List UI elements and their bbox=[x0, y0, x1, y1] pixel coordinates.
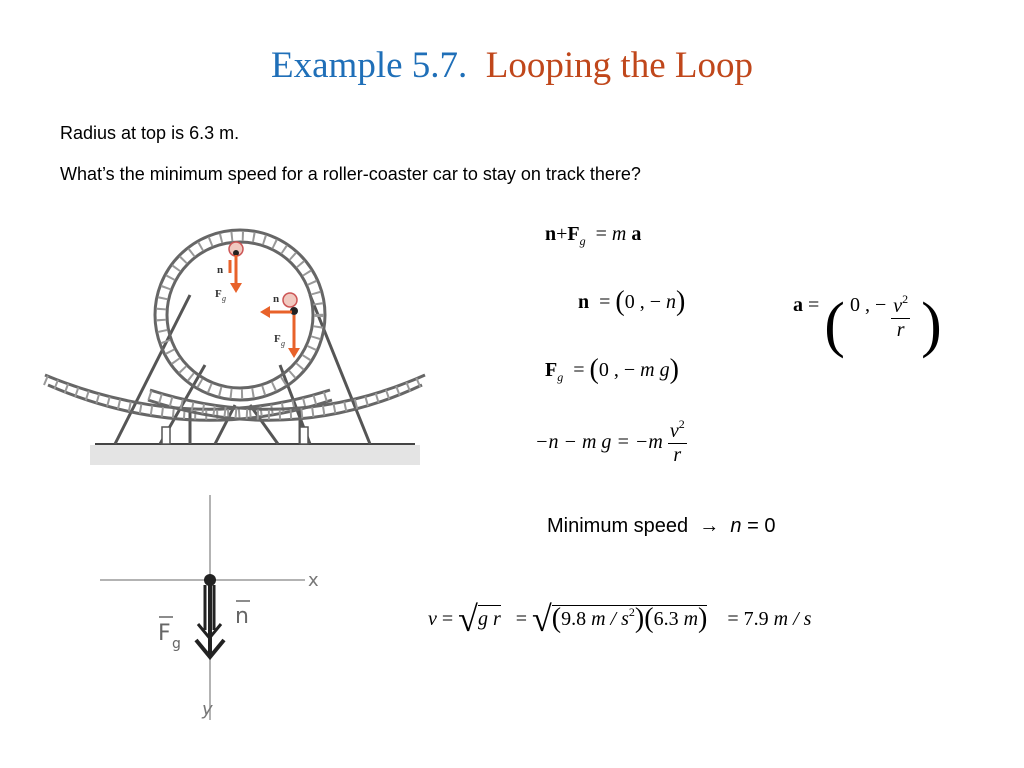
roller-coaster-diagram bbox=[40, 215, 440, 470]
eq4-lhs: −n − m g = −m bbox=[535, 431, 663, 454]
eq4-den: r bbox=[668, 443, 687, 467]
label-top-fg-sub: g bbox=[222, 294, 226, 303]
eq3-F: F bbox=[545, 359, 558, 381]
eqa-equals: = bbox=[808, 294, 820, 316]
eqa-minus: − bbox=[874, 294, 887, 316]
slide-title bbox=[0, 44, 1024, 88]
fbd-fg-label: F bbox=[158, 621, 171, 646]
equation-acceleration bbox=[793, 282, 942, 359]
ground bbox=[90, 445, 420, 465]
eq1-plus: + bbox=[556, 223, 568, 245]
eq2-lparen: ( bbox=[615, 286, 625, 317]
eqa-lparen: ( bbox=[824, 291, 845, 359]
eq5-v: v bbox=[428, 608, 437, 630]
eq3-zero: 0 bbox=[598, 359, 609, 381]
eq2-var: n bbox=[666, 291, 677, 313]
eqa-a: a bbox=[793, 294, 803, 316]
x-axis-label: x bbox=[308, 570, 319, 591]
car-side bbox=[283, 293, 297, 307]
eq2-equals: = bbox=[599, 291, 611, 313]
eq5-sqrt2: √ bbox=[532, 599, 552, 639]
eq5-equals2: = bbox=[515, 608, 528, 630]
eq3-minus: − bbox=[623, 359, 636, 381]
eq5-exp1: 2 bbox=[628, 605, 635, 619]
eq5-unit3: m / s bbox=[773, 608, 812, 630]
label-side-n: n bbox=[273, 293, 280, 305]
eq5-rp1: ) bbox=[634, 603, 645, 634]
eq5-sqrt1: √ bbox=[458, 599, 478, 639]
eq5-lp1: ( bbox=[551, 603, 562, 634]
eq3-comma: , bbox=[613, 359, 619, 381]
eqa-exp: 2 bbox=[902, 291, 909, 306]
pier-left bbox=[162, 427, 170, 444]
eq5-lp2: ( bbox=[644, 603, 654, 634]
eq3-g: g bbox=[557, 370, 564, 384]
eq5-equals1: = bbox=[441, 608, 454, 630]
eq5-unit1: m / s bbox=[591, 608, 629, 630]
eq4-fraction bbox=[668, 417, 687, 467]
minimum-speed-line bbox=[547, 515, 775, 538]
label-top-n: n bbox=[217, 264, 224, 276]
support-legs bbox=[115, 295, 370, 444]
min-speed-rest: = 0 bbox=[741, 515, 776, 537]
eq5-unit2: m bbox=[683, 608, 699, 630]
eq1-equals: = bbox=[595, 223, 607, 245]
equation-newton bbox=[545, 223, 641, 246]
label-side-fg: F bbox=[274, 333, 281, 345]
eq3-g2: g bbox=[659, 359, 670, 381]
equation-result bbox=[428, 592, 812, 639]
car-point bbox=[204, 574, 216, 586]
eqa-rparen: ) bbox=[921, 291, 942, 359]
arrowhead-side-n bbox=[260, 306, 270, 318]
eqa-fraction bbox=[891, 291, 910, 342]
eq2-rparen: ) bbox=[676, 286, 686, 317]
eq5-val1: 9.8 bbox=[561, 608, 587, 630]
eqa-comma: , bbox=[864, 294, 870, 316]
eq5-rp2: ) bbox=[698, 603, 708, 634]
eq1-a: a bbox=[631, 223, 642, 245]
loop-inner bbox=[167, 242, 313, 388]
label-top-fg: F bbox=[215, 288, 222, 300]
eqa-den: r bbox=[891, 318, 910, 342]
eq1-F: F bbox=[567, 223, 580, 245]
eq1-m: m bbox=[611, 223, 627, 245]
eq5-radicand1: g r bbox=[478, 605, 501, 630]
arrowhead-top-n bbox=[230, 283, 242, 293]
eq3-lparen: ( bbox=[589, 354, 599, 385]
fbd-n-label: n bbox=[235, 604, 249, 629]
arrowhead-side-fg bbox=[288, 348, 300, 358]
eq3-equals: = bbox=[573, 359, 585, 381]
question-text: What’s the minimum speed for a roller-coaster car to stay on track there? bbox=[60, 164, 641, 184]
fbd-fg-sub-label: g bbox=[172, 636, 181, 652]
title-topic: Looping the Loop bbox=[485, 45, 753, 86]
eq4-exp: 2 bbox=[678, 417, 685, 431]
equation-normal bbox=[578, 284, 685, 316]
eqa-num: v bbox=[893, 294, 903, 317]
eq1-n: n bbox=[545, 223, 557, 245]
eq5-equals3: = bbox=[727, 608, 739, 630]
eq2-n: n bbox=[578, 291, 590, 313]
eq5-val2: 6.3 bbox=[653, 608, 679, 630]
eq5-result: 7.9 bbox=[743, 608, 769, 630]
min-speed-label: Minimum speed bbox=[547, 515, 689, 537]
min-speed-var: n bbox=[730, 515, 742, 537]
eq4-num: v bbox=[669, 420, 679, 442]
radius-statement: Radius at top is 6.3 m. bbox=[60, 123, 240, 143]
eq3-rparen: ) bbox=[669, 354, 679, 385]
label-side-fg-sub: g bbox=[281, 339, 285, 348]
eq2-minus: − bbox=[649, 291, 662, 313]
equation-gravity bbox=[545, 352, 679, 384]
free-body-diagram bbox=[90, 490, 350, 730]
title-example-number: Example 5.7. bbox=[271, 45, 468, 86]
eq2-comma: , bbox=[639, 291, 645, 313]
eqa-zero: 0 bbox=[849, 294, 860, 316]
pier-right bbox=[300, 427, 308, 444]
min-speed-arrow: → bbox=[699, 515, 720, 537]
eq2-zero: 0 bbox=[624, 291, 635, 313]
eq5-radicand2 bbox=[551, 603, 708, 634]
equation-combined bbox=[535, 417, 687, 467]
eq3-m: m bbox=[640, 359, 655, 381]
y-axis-label: y bbox=[202, 699, 213, 720]
eq1-g: g bbox=[579, 234, 586, 248]
